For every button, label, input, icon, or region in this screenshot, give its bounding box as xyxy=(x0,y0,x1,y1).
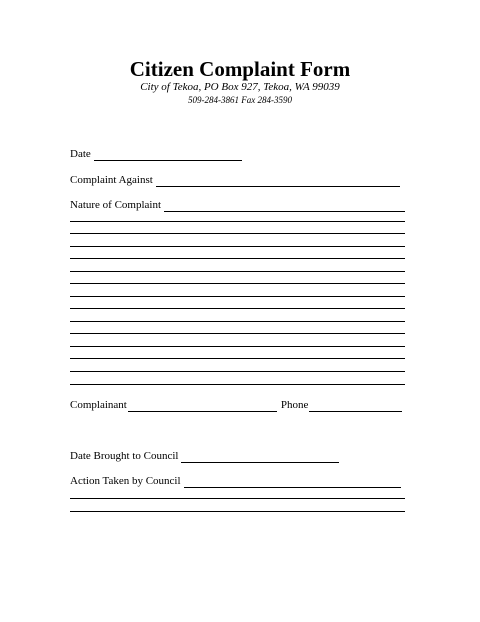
date-brought-field xyxy=(70,449,339,463)
complaint-line[interactable] xyxy=(70,233,405,234)
nature-of-complaint-label: Nature of Complaint xyxy=(70,199,162,211)
action-line[interactable] xyxy=(70,498,405,499)
complaint-line[interactable] xyxy=(70,258,405,259)
complaint-line[interactable] xyxy=(70,358,405,359)
action-taken-field xyxy=(70,474,401,488)
complaint-line[interactable] xyxy=(70,246,405,247)
phone-blank[interactable] xyxy=(309,401,402,412)
action-taken-label: Action Taken by Council xyxy=(70,475,181,487)
date-label: Date xyxy=(70,148,91,160)
action-taken-blank[interactable] xyxy=(184,477,401,488)
complaint-against-field xyxy=(70,173,400,187)
complainant-blank[interactable] xyxy=(128,401,277,412)
date-brought-blank[interactable] xyxy=(181,452,339,463)
complaint-line[interactable] xyxy=(70,333,405,334)
city-address: City of Tekoa, PO Box 927, Tekoa, WA 99039 xyxy=(140,81,340,93)
city-phone-fax: 509-284-3861 Fax 284-3590 xyxy=(188,95,292,105)
complainant-label: Complainant xyxy=(70,399,127,411)
date-brought-label: Date Brought to Council xyxy=(70,450,179,462)
complaint-line[interactable] xyxy=(70,283,405,284)
complaint-line[interactable] xyxy=(70,221,405,222)
complaint-line[interactable] xyxy=(70,308,405,309)
date-field xyxy=(70,147,242,161)
complaint-line[interactable] xyxy=(70,296,405,297)
complaint-line[interactable] xyxy=(70,371,405,372)
date-blank[interactable] xyxy=(94,150,242,161)
complaint-against-blank[interactable] xyxy=(156,176,400,187)
nature-of-complaint-field xyxy=(70,198,405,212)
complainant-field xyxy=(70,398,402,412)
action-line[interactable] xyxy=(70,511,405,512)
complaint-line[interactable] xyxy=(70,384,405,385)
complaint-line[interactable] xyxy=(70,271,405,272)
form-title: Citizen Complaint Form xyxy=(129,57,351,81)
phone-label: Phone xyxy=(280,399,309,411)
complaint-line[interactable] xyxy=(70,346,405,347)
complaint-against-label: Complaint Against xyxy=(70,174,153,186)
nature-of-complaint-blank[interactable] xyxy=(164,201,405,212)
complaint-line[interactable] xyxy=(70,321,405,322)
